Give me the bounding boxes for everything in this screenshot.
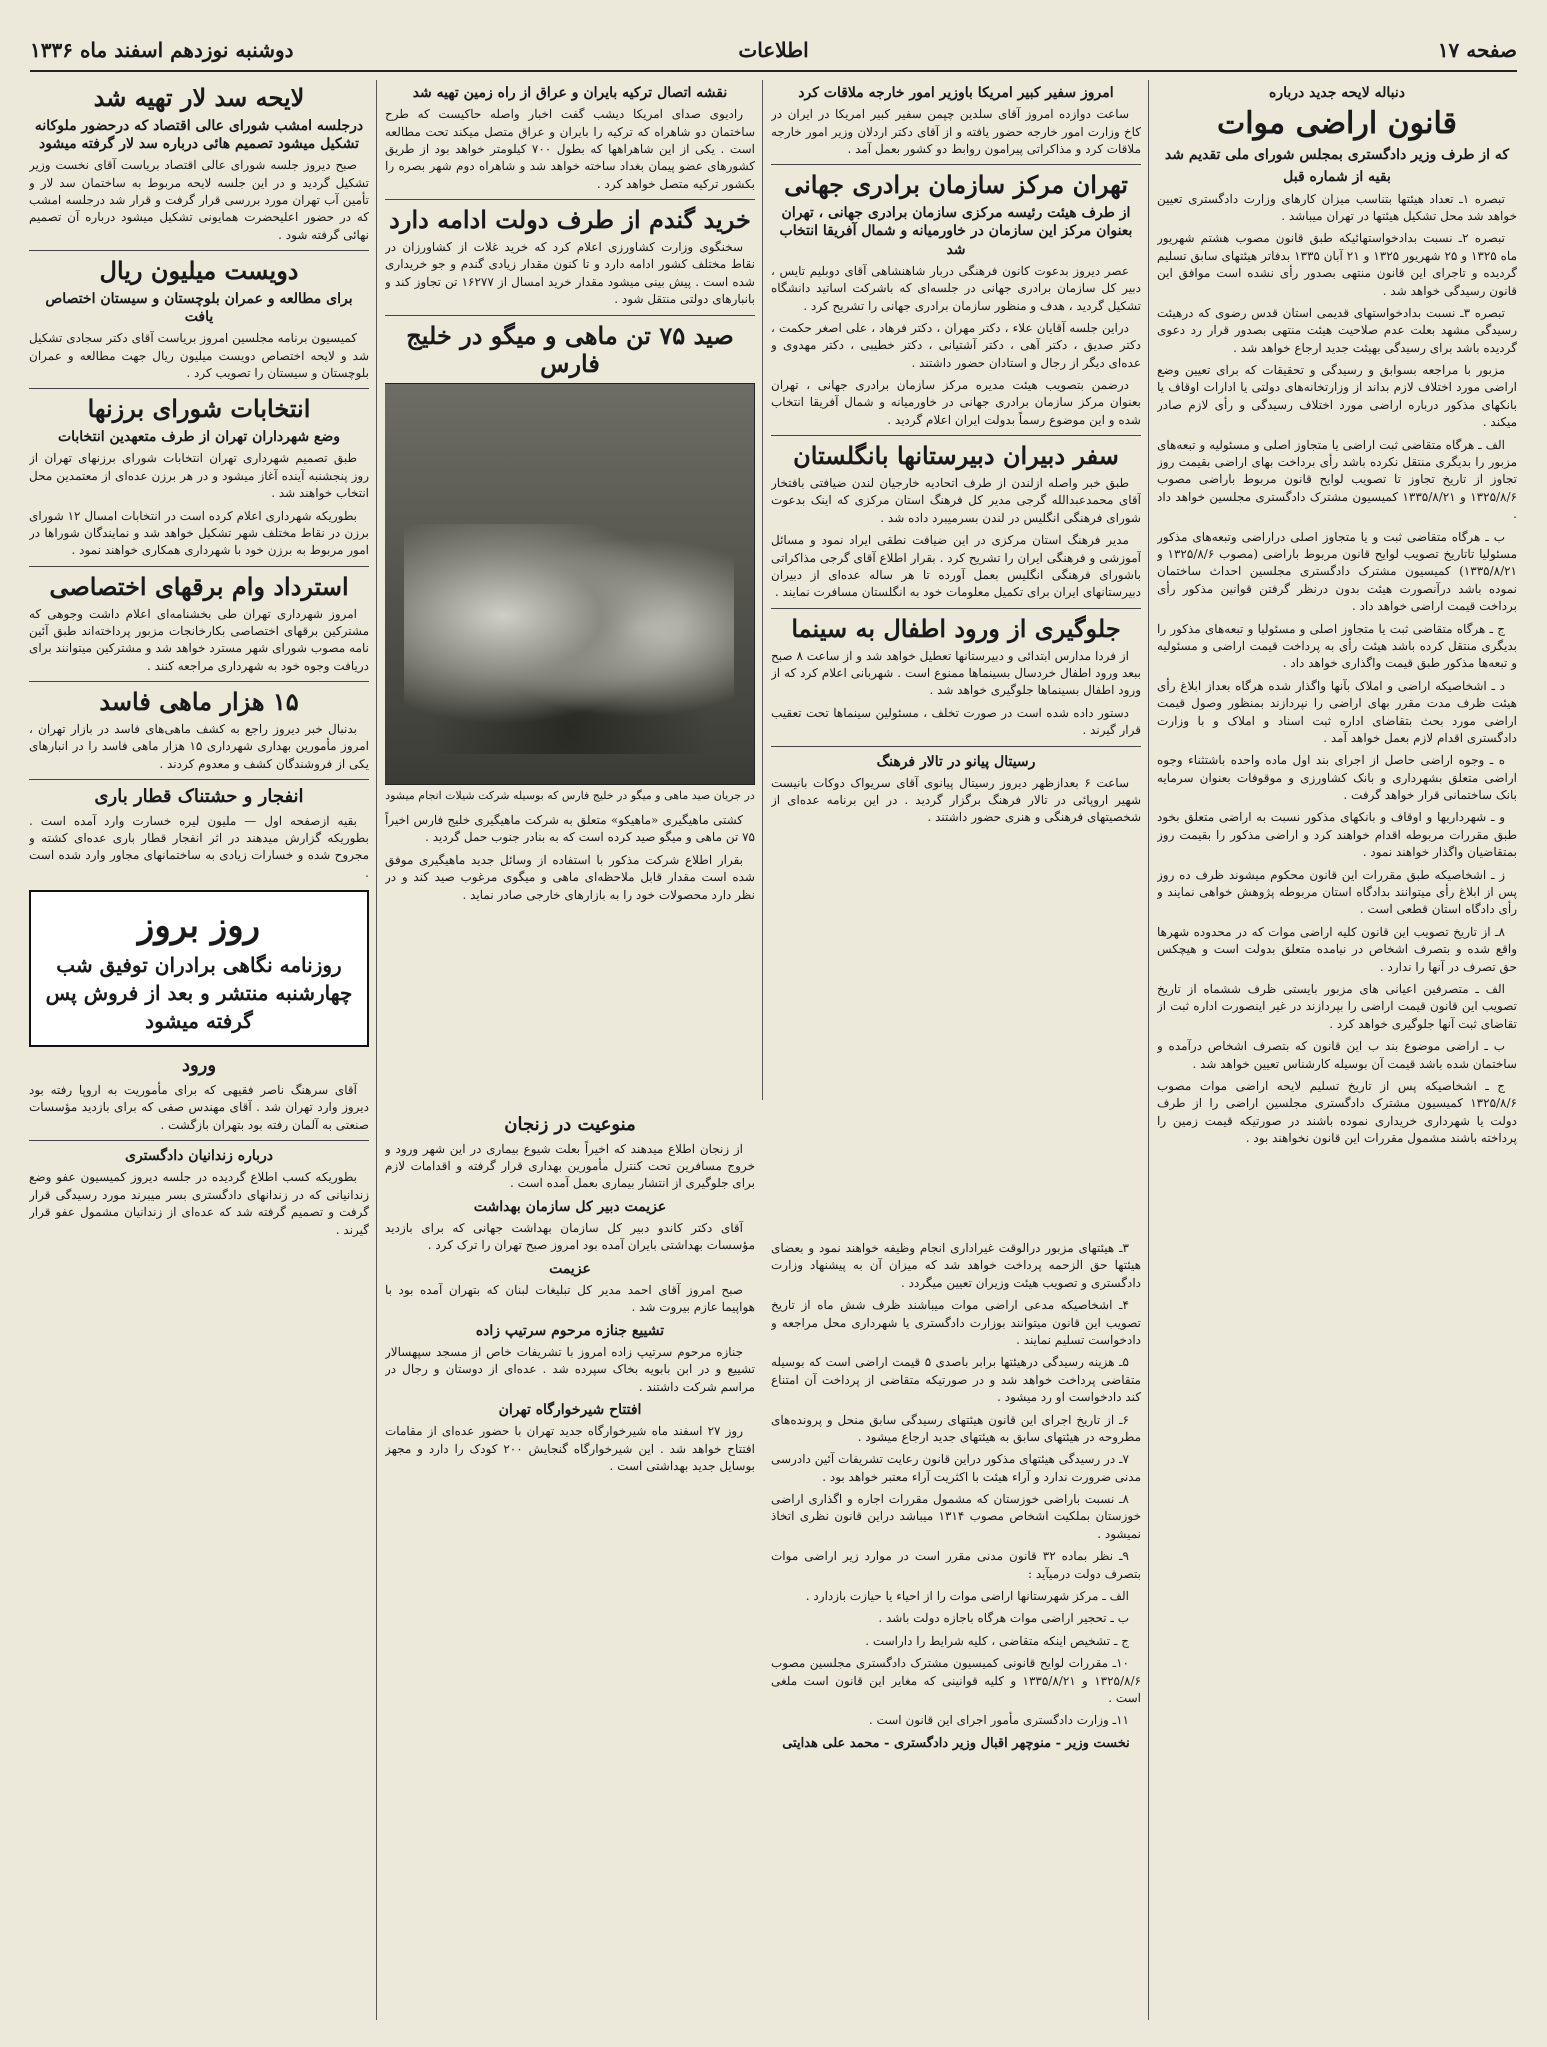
article-paragraph: رادیوی صدای امریکا دیشب گفت اخبار واصله حاکیست که طرح ساختمان دو شاهراه که ترکیه را بایران و عراق متصل میکند تحت مطالعه است . یکی از این شاهراهها که بطول ۷۰۰ کیلومتر خواهد بود از طریق کشورهای عضو پیمان بغداد ساخته خواهد شد و شاهراه دوم شهر بصره را بکشور ترکیه متصل خواهد کرد . bbox=[385, 107, 755, 191]
subheadline: که از طرف وزیر دادگستری بمجلس شورای ملی تقدیم شد bbox=[1164, 147, 1510, 164]
article-paragraph: بدنبال خبر دیروز راجع به کشف ماهی‌های فاسد در بازار تهران ، امروز مأمورین بهداری شهرداری ۱۵ هزار ماهی فاسد را در انبارهای یکی از فروشندگان کشف و معدوم کردند . bbox=[29, 721, 369, 771]
article-paragraph: ه ـ وجوه اراضی حاصل از اجرای بند اول ماده واحده باشتثناء وجوه اراضی متعلق بشهرداری و بانک کشاورزی و موقوفات بعنوان سرمایه بانک ساختمانی قرار خواهد گرفت . bbox=[1157, 753, 1517, 803]
subheadline: درجلسه امشب شورای عالی اقتصاد که درحضور ملوکانه تشکیل میشود تصمیم هائی درباره سد لار گرفته میشود bbox=[34, 117, 364, 152]
continued-note: بقیه از شماره قبل bbox=[1283, 169, 1391, 186]
divider bbox=[29, 388, 369, 389]
article-paragraph: و ـ شهرداریها و اوقاف و بانکهای مذکور نسبت به اراضی متعلق بخود طبق مقررات مربوطه اقدام خواهند کرد و اراضی مذکور را بقیمت روز بمتقاضیان واگذار خواهند نمود . bbox=[1157, 810, 1517, 860]
subheadline: وضع شهرداران تهران از طرف متعهدین انتخابات bbox=[57, 429, 341, 446]
article-paragraph: تبصره ۲ـ نسبت بدادخواستهائیکه طبق قانون مصوب هشتم شهریور ماه ۱۳۲۵ و ۲۵ شهریور ۱۳۲۵ و ۲۱ آبان ۱۳۳۵ بدفاتر هیئتهای سابق تسلیم گردیده و تاجرای این قانون منتهی بصدور رأی نشده است موافق این قانون رسیدگی خواهد شد . bbox=[1157, 231, 1517, 298]
page-number: صفحه ۱۷ bbox=[1437, 38, 1517, 62]
article-paragraph: ۸ـ از تاریخ تصویب این قانون کلیه اراضی موات که در محدوده شهرها واقع شده و بتصرف اشخاص در نیامده متعلق بدولت است و هیچکس حق تصرف در آنها را ندارد . bbox=[1157, 924, 1517, 974]
column-rule bbox=[1148, 80, 1149, 2020]
article-paragraph: سخنگوی وزارت کشاورزی اعلام کرد که خرید غلات از کشاورزان در نقاط مختلف کشور ادامه دارد و تا کنون مقدار زیادی گندم و جو خریداری شده است . پیش بینی میشود مقدار خرید امسال از ۱۶۲۷۷ تن تجاوز کند و بانبارهای دولتی منتقل شود . bbox=[385, 239, 755, 307]
divider bbox=[771, 746, 1141, 747]
subheadline: برای مطالعه و عمران بلوچستان و سیستان اختصاص یافت bbox=[45, 290, 353, 326]
headline-arrivals: ورود bbox=[181, 1055, 217, 1077]
article-paragraph: دستور داده شده است در صورت تخلف ، مسئولین سینماها تحت تعقیب قرار گیرند . bbox=[771, 705, 1141, 738]
headline-nursery: افتتاح شیرخوارگاه تهران bbox=[498, 1401, 642, 1418]
article-paragraph: ۵ـ هزینه رسیدگی درهیئتها برابر باصدی ۵ قیمت اراضی است که بوسیله متقاضی پرداخت خواهد شد و در صورتیکه متقاضی از پرداخت آن امتناع کند دادخواست او رد میشود . bbox=[771, 1355, 1141, 1405]
paper-name: اطلاعات bbox=[738, 38, 809, 62]
article-paragraph: ۴ـ اشخاصیکه مدعی اراضی موات میباشند ظرف شش ماه از تاریخ تصویب این قانون میتوانند بوزارت دادگستری یا شهرداری محل مراجعه و دادخواست تسلیم نمایند . bbox=[771, 1298, 1141, 1347]
divider bbox=[385, 199, 755, 200]
article-paragraph: ب ـ تحجیر اراضی موات هرگاه باجازه دولت باشد . bbox=[878, 1611, 1129, 1626]
headline-prisoners: درباره زندانیان دادگستری bbox=[125, 1148, 273, 1165]
article-paragraph: ساعت دوازده امروز آقای سلدین چپمن سفیر کبیر امریکا در ایران در کاخ وزارت امور خارجه حضور یافته و از آقای دکتر اردلان وزیر امور خارجه ملاقات کرد و مذاکراتی پیرامون روابط دو کشور بعمل آمد . bbox=[771, 107, 1141, 156]
article-paragraph: ز ـ اشخاصیکه طبق مقررات این قانون محکوم میشوند ظرف ده روز پس از ابلاغ رأی میتوانند بدادگاه استان مربوطه پژوهش خواهی نمایند و رأی دادگاه استان قطعی است . bbox=[1157, 867, 1517, 917]
ad-text: روزنامه نگاهی برادران توفیق شب چهارشنبه منتشر و بعد از فروش پس گرفته میشود bbox=[45, 953, 353, 1034]
ad-logo: روز بروز bbox=[137, 906, 261, 947]
article-paragraph: ۸ـ نسبت باراضی خوزستان که مشمول مقررات اجاره و اگذاری اراضی خوزستان بملکیت اشخاص مصوب ۱۳۱۴ میباشد دراین قانون نظری اتخاذ نمیشود . bbox=[771, 1492, 1141, 1541]
headline-lar-dam: لایحه سد لار تهیه شد bbox=[93, 83, 305, 112]
headline-two-hundred-million: دویست میلیون ریال bbox=[99, 256, 299, 286]
article-paragraph: ب ـ هرگاه متقاضی ثبت و یا متجاوز اصلی دراراضی وتبعه‌های مذکور مسئولیا تاتاریخ تصویب لوایح قانون مربوط باراضی (مصوب ۱۳۲۵/۸/۶ و ۱۳۳۵/۸/۲۱) کمیسیون مشترک دادگستری مجلسین احداث ساختمان نموده باشد درآنصورت هیئت بدون درنظر گرفتن قوانین مذکور رأی برداخت قیمت اراضی خواهد داد . bbox=[1157, 529, 1517, 614]
article-paragraph: طبق خبر واصله ازلندن از طرف اتحادیه خارجیان لندن ضیافتی بافتخار آقای محمدعبدالله گرجی مدیر کل فرهنگ استان مرکزی که اینک بدعوت شورای فرهنگی انگلیس در لندن بسرمیبرد داده شد . bbox=[771, 476, 1141, 525]
article-paragraph: ۷ـ در رسیدگی هیئتهای مذکور دراین قانون رعایت تشریفات آئین دادرسی مدنی ضرورت ندارد و آراء هیئت با اکثریت آراء معتبر خواهد بود . bbox=[771, 1452, 1141, 1484]
column-short-news bbox=[385, 1110, 755, 2020]
headline-departure: عزیمت bbox=[549, 1260, 591, 1277]
divider bbox=[29, 566, 369, 567]
article-paragraph: صبح دیروز جلسه شورای عالی اقتصاد بریاست آقای نخست وزیر تشکیل گردید و در این جلسه لایحه مربوط به ساختمان سد لار و تأمین آب تهران مورد بررسی قرار گرفت و قرار شد درجلسه امشب که در حضور اعلیحضرت همایونی تشکیل میشود درباره آن تصمیم نهائی گرفته شود . bbox=[29, 158, 369, 242]
headline-who: عزیمت دبیر کل سازمان بهداشت bbox=[473, 1198, 667, 1215]
divider bbox=[771, 608, 1141, 609]
kicker: دنباله لایحه جدید درباره bbox=[1269, 85, 1405, 101]
article-paragraph: ۹ـ نظر بماده ۳۲ قانون مدنی مقرر است در موارد زیر اراضی موات بتصرف دولت درمیآید : bbox=[771, 1549, 1141, 1581]
headline-ambassador: امروز سفیر کبیر امریکا باوزیر امور خارجه ملاقات کرد bbox=[798, 85, 1114, 101]
divider bbox=[771, 164, 1141, 165]
signature-line: نخست وزیر - منوچهر اقبال وزیر دادگستری - محمد علی هدایتی bbox=[782, 1735, 1130, 1751]
article-paragraph: آقای دکتر کاندو دبیر کل سازمان بهداشت جهانی که برای بازدید مؤسسات بهداشتی بایران آمده بود امروز صبح تهران را ترک کرد . bbox=[385, 1220, 755, 1253]
article-paragraph: ۳ـ هیئتهای مزبور درالوقت غیراداری انجام وظیفه خواهند نمود و بعضای هیئتها حق الزحمه پرداخت خواهد شد که میزان آن به پیشنهاد وزارت دادگستری و تصویب هیئت وزیران تعیین میگردد . bbox=[771, 1241, 1141, 1290]
article-paragraph: کشتی ماهیگیری «ماهیکو» متعلق به شرکت ماهیگیری خلیج فارس اخیراً ۷۵ تن ماهی و میگو صید کرده است که به بنادر جنوب حمل گردید . bbox=[385, 813, 755, 845]
headline-brotherhood: تهران مرکز سازمان برادری جهانی bbox=[784, 170, 1128, 200]
article-paragraph: دراین جلسه آقایان علاء ، دکتر مهران ، دکتر فرهاد ، علی اصغر حکمت ، دکتر صدیق ، دکتر آهی ، دکتر آشتیانی ، دکتر خطیبی ، دکتر مهدوی و عده‌ای دیگر از رجال و استادان حضور داشتند . bbox=[771, 320, 1141, 370]
article-paragraph: درضمن بتصویب هیئت مدیره مرکز سازمان برادری جهانی ، تهران بعنوان مرکز سازمان برادری جهانی در خاورمیانه و شمال آفریقا انتخاب شده و این موضوع رسماً بدولت ایران اعلام گردید . bbox=[771, 378, 1141, 427]
article-paragraph: ساعت ۶ بعدازظهر دیروز رسیتال پیانوی آقای سریواک دوکات بانیست شهیر اروپائی در تالار فرهنگ برگزار گردید . در این برنامه عده‌ای از شخصیتهای فرهنگی و هنری حضور داشتند . bbox=[771, 775, 1141, 825]
headline-zanjan: منوعیت در زنجان bbox=[504, 1114, 636, 1135]
article-paragraph: ج ـ تشخیص اینکه متقاضی ، کلیه شرایط را داراست . bbox=[865, 1633, 1129, 1648]
article-paragraph: بطوریکه شهرداری اعلام کرده است در انتخابات امسال ۱۲ شورای برزن در نقاط مختلف شهر تشکیل خواهد شد و نمایندگان شوراها در امور مربوط به برزن خود با شهرداری همکاری خواهند نمود . bbox=[29, 508, 369, 558]
article-paragraph: از فردا مدارس ابتدائی و دبیرستانها تعطیل خواهد شد و از ساعت ۸ صبح ببعد ورود اطفال خردسال بسینماها ممنوع است . شهربانی اعلام کرد که از ورود اطفال بسینماها جلوگیری خواهد شد . bbox=[771, 648, 1141, 698]
headline-power-loans: استرداد وام برقهای اختصاصی bbox=[49, 571, 349, 601]
article-paragraph: مزبور با مراجعه بسوابق و رسیدگی و تحقیقات که برای تعیین وضع اراضی مورد اختلاف لازم بداند از وزارتخانه‌های دولتی یا ادارات اوقاف یا بانکهای مذکور درباره اراضی مورد اختلاف رسیدگی و رأی لازم صادر میکند . bbox=[1157, 363, 1517, 430]
headline-funeral: تشییع جنازه مرحوم سرتیپ زاده bbox=[475, 1322, 665, 1339]
fishing-photo bbox=[385, 383, 755, 785]
article-paragraph: ج ـ هرگاه متقاضی ثبت یا متجاوز اصلی و مسئولیا و تبعه‌های مذکور را بدیگری منتقل کرده باشد هیئت رأی به پرداخت قیمت اراضی و مسئولیه و تبعه‌ها مذکور طبق قیمت واگذاری خواهد داد . bbox=[1157, 621, 1517, 671]
article-paragraph: تبصره ۳ـ نسبت بدادخواستهای قدیمی استان قدس رضوی که درهیئت رسیدگی مشهد بعلت عدم صلاحیت هیئت منتهی بصدور قرار رد دعوی گردیده باشد برای رسیدگی بهیئت جدید ارجاع خواهد شد . bbox=[1157, 305, 1517, 355]
issue-date: دوشنبه نوزدهم اسفند ماه ۱۳۳۶ bbox=[30, 38, 294, 62]
photo-caption: در جریان صید ماهی و میگو در خلیج فارس که بوسیله شرکت شیلات انجام میشود bbox=[385, 789, 755, 803]
headline-land-law: قانون اراضی موات bbox=[1216, 106, 1458, 142]
article-paragraph: از زنجان اطلاع میدهند که اخیراً بعلت شیوع بیماری در این شهر ورود و خروج مسافرین تحت کنترل مأمورین بهداری قرار گرفته و اقدامات لازم برای جلوگیری از انتشار بیماری بعمل آمده است . bbox=[385, 1141, 755, 1191]
article-paragraph: عصر دیروز بدعوت کانون فرهنگی دربار شاهنشاهی آقای دوبلیم تایس ، دبیر کل سازمان برادری جهانی در جلسه‌ای که باشرکت اساتید دانشگاه تشکیل گردید ، هدف و منظور سازمان برادری جهانی را تشریح کرد . bbox=[771, 263, 1141, 313]
divider bbox=[385, 315, 755, 316]
article-paragraph: ج ـ اشخاصیکه پس از تاریخ تسلیم لایحه اراضی موات مصوب ۱۳۲۵/۸/۶ کمیسیون مشترک دادگستری مجلسین اراضی را از طرف دولت یا شهرداری خریداری نموده باشند در صورتیکه قیمت زمین را پرداخته باشند مشمول مقررات این قانون نخواهند بود . bbox=[1157, 1078, 1517, 1146]
article-paragraph: بطوریکه کسب اطلاع گردیده در جلسه دیروز کمیسیون عفو وضع زندانیانی که در زندانهای دادگستری بسر میبرند مورد رسیدگی قرار گرفت و تصمیم گرفته شد که عده‌ای از زندانیان مشمول عفو قرار گیرند . bbox=[29, 1170, 369, 1237]
divider bbox=[29, 1140, 369, 1141]
article-paragraph: روز ۲۷ اسفند ماه شیرخوارگاه جدید تهران با حضور عده‌ای از مقامات افتتاح خواهد شد . این شیرخوارگاه گنجایش ۲۰۰ کودک را دارد و مجهز بوسایل جدید بهداشتی است . bbox=[385, 1424, 755, 1473]
column-economy bbox=[385, 80, 755, 1100]
headline-wheat-purchase: خرید گندم از طرف دولت ادامه دارد bbox=[389, 205, 751, 235]
article-paragraph: ب ـ اراضی موضوع بند ب این قانون که بتصرف اشخاص درآمده و ساختمان شده باشد قیمت آن بوسیله کارشناس تعیین خواهد شد . bbox=[1157, 1039, 1517, 1071]
article-paragraph: طبق تصمیم شهرداری تهران انتخابات شورای برزنهای تهران از روز پنجشنبه آینده آغاز میشود و در هر برزن عده‌ای از معتمدین محل انتخاب خواهند شد . bbox=[29, 451, 369, 501]
article-paragraph: بقیه ازصفحه اول — ملیون لیره خسارت وارد آمده است . بطوریکه گزارش میدهند در اثر انفجار قطار باری عده‌ای کشته و مجروح شده و خسارات زیادی به ساختمانهای مجاور وارد شده است . bbox=[29, 813, 369, 880]
headline-cinema-children: جلوگیری از ورود اطفال به سینما bbox=[791, 613, 1121, 643]
article-paragraph: الف ـ متصرفین اعیانی های مزبور بایستی ظرف ششماه از تاریخ تصویب این قانون قیمت اراضی را بپردازند در غیر اینصورت اداره ثبت از تقاضای ثبت آنها جلوگیری خواهد کرد . bbox=[1157, 981, 1517, 1031]
article-paragraph: بقرار اطلاع شرکت مذکور با استفاده از وسائل جدید ماهیگیری موفق شده است مقدار قابل ملاحظه‌ای ماهی و میگوی مرغوب صید کند و در نظر دارد محصولات خود را به بازارهای خارجی صادر نماید . bbox=[385, 852, 755, 902]
article-paragraph: الف ـ هرگاه متقاضی ثبت اراضی یا متجاوز اصلی و مسئولیه و تبعه‌های مزبور را بدیگری منتقل نکرده باشد رأی برداخت بهای اراضی بقیمت روز تجاوز از تاریخ تجاوز تا تصویب لوایح قانون مربوط باراضی مصوب ۱۳۲۵/۸/۶ و ۱۳۳۵/۸/۲۱ کمیسیون مشترک دادگستری مجلسین خواهد داد . bbox=[1157, 437, 1517, 522]
divider bbox=[771, 435, 1141, 436]
column-rule bbox=[762, 80, 763, 1100]
headline-train-explosion: انفجار و حشتناک قطار باری bbox=[94, 786, 304, 808]
article-paragraph: امروز شهرداری تهران طی بخشنامه‌ای اعلام داشت وجوهی که مشترکین برقهای اختصاصی بکارخانجات مزبور پرداخته‌اند طبق آئین نامه مصوب شورای شهر مسترد خواهد شد و مشترکین میتوانند برای دریافت وجوه خود به شهرداری مراجعه کنند . bbox=[29, 606, 369, 673]
article-paragraph: صبح امروز آقای احمد مدیر کل تبلیغات لبنان که بتهران آمده بود با هواپیما عازم بیروت شد . bbox=[385, 1282, 755, 1315]
article-paragraph: تبصره ۱ـ تعداد هیئتها بتناسب میزان کارهای وزارت دادگستری تعیین خواهد شد محل تشکیل هیئتها در تهران میباشد . bbox=[1157, 191, 1517, 223]
column-city-news bbox=[29, 80, 369, 2020]
divider bbox=[29, 250, 369, 251]
article-paragraph: آقای سرهنگ ناصر فقیهی که برای مأموریت به اروپا رفته بود دیروز وارد تهران شد . آقای مهندس صفی که برای بازدید مؤسسات صنعتی به آلمان رفته بود بتهران بازگشت . bbox=[29, 1082, 369, 1132]
article-paragraph: ۱۱ـ وزارت دادگستری مأمور اجرای این قانون است . bbox=[868, 1713, 1129, 1728]
divider bbox=[29, 681, 369, 682]
headline-teachers-england: سفر دبیران دبیرستانها بانگلستان bbox=[793, 441, 1119, 471]
column-tehran-news bbox=[771, 80, 1141, 1230]
article-paragraph: ۱۰ـ مقررات لوایح قانونی کمیسیون مشترک دادگستری مجلسین مصوب ۱۳۲۵/۸/۶ و ۱۳۳۵/۸/۲۱ و کلیه قوانینی که مغایر این قانون است ملغی است . bbox=[771, 1656, 1141, 1705]
law-continuation bbox=[771, 1240, 1141, 2020]
subheadline: از طرف هیئت رئیسه مرکزی سازمان برادری جهانی ، تهران بعنوان مرکز این سازمان در خاورمیانه و شمال آفریقا انتخاب شد bbox=[779, 205, 1133, 258]
article-paragraph: ۶ـ از تاریخ اجرای این قانون هیئتهای رسیدگی سابق منحل و پرونده‌های مطروحه در هیئتهای سابق به هیئتهای جدید ارجاع میشود . bbox=[771, 1412, 1141, 1444]
advertisement-box bbox=[29, 890, 369, 1047]
headline-fishing: صید ۷۵ تن ماهی و میگو در خلیج فارس bbox=[406, 320, 734, 379]
headline-spoiled-fish: ۱۵ هزار ماهی فاسد bbox=[99, 687, 299, 717]
headline-borough-elections: انتخابات شورای برزنها bbox=[87, 394, 311, 424]
article-paragraph: جنازه مرحوم سرتیپ زاده امروز با تشریفات خاص از مسجد سپهسالار تشییع و در ابن بابویه بخاک سپرده شد . عده‌ای از دوستان و رجال در مراسم شرکت داشتند . bbox=[385, 1344, 755, 1394]
article-paragraph: مدیر فرهنگ استان مرکزی در این ضیافت نطقی ایراد نمود و مسائل آموزشی و فرهنگی ایران را تشریح کرد . بقرار اطلاع آقای گرجی مذاکراتی باشورای فرهنگی انگلیس بعمل آورده تا هر ساله عده‌ای از دبیران دبیرستانهای ایران برای تکمیل معلومات خود به انگلستان مسافرت نمایند . bbox=[771, 533, 1141, 600]
article-paragraph: کمیسیون برنامه مجلسین امروز بریاست آقای دکتر سجادی تشکیل شد و لایحه اختصاص دویست میلیون ریال جهت مطالعه و عمران بلوچستان و سیستان را تصویب کرد . bbox=[29, 331, 369, 381]
article-paragraph: د ـ اشخاصیکه اراضی و املاک بآنها واگذار شده هرگاه بعداز ابلاغ رأی هیئت ظرف مدت مقرر بهای اراضی را نپردازند بمنظور وصول قیمت اراضی مورد بحث بتقاضای اداره ثبت اسناد و املاک و با وزارت دادگستری اقدام لازم بعمل خواهد آمد . bbox=[1157, 678, 1517, 745]
column-rule bbox=[376, 80, 377, 2020]
column-land-law bbox=[1157, 80, 1517, 2020]
divider bbox=[29, 779, 369, 780]
headline-piano-recital: رسیتال پیانو در تالار فرهنگ bbox=[876, 753, 1036, 770]
headline-turkey-road: نقشه اتصال ترکیه بایران و عراق از راه زمین تهیه شد bbox=[412, 85, 728, 101]
article-paragraph: الف ـ مرکز شهرستانها اراضی موات را از احیاء یا حیازت بازدارد . bbox=[805, 1589, 1129, 1604]
masthead bbox=[30, 30, 1517, 72]
